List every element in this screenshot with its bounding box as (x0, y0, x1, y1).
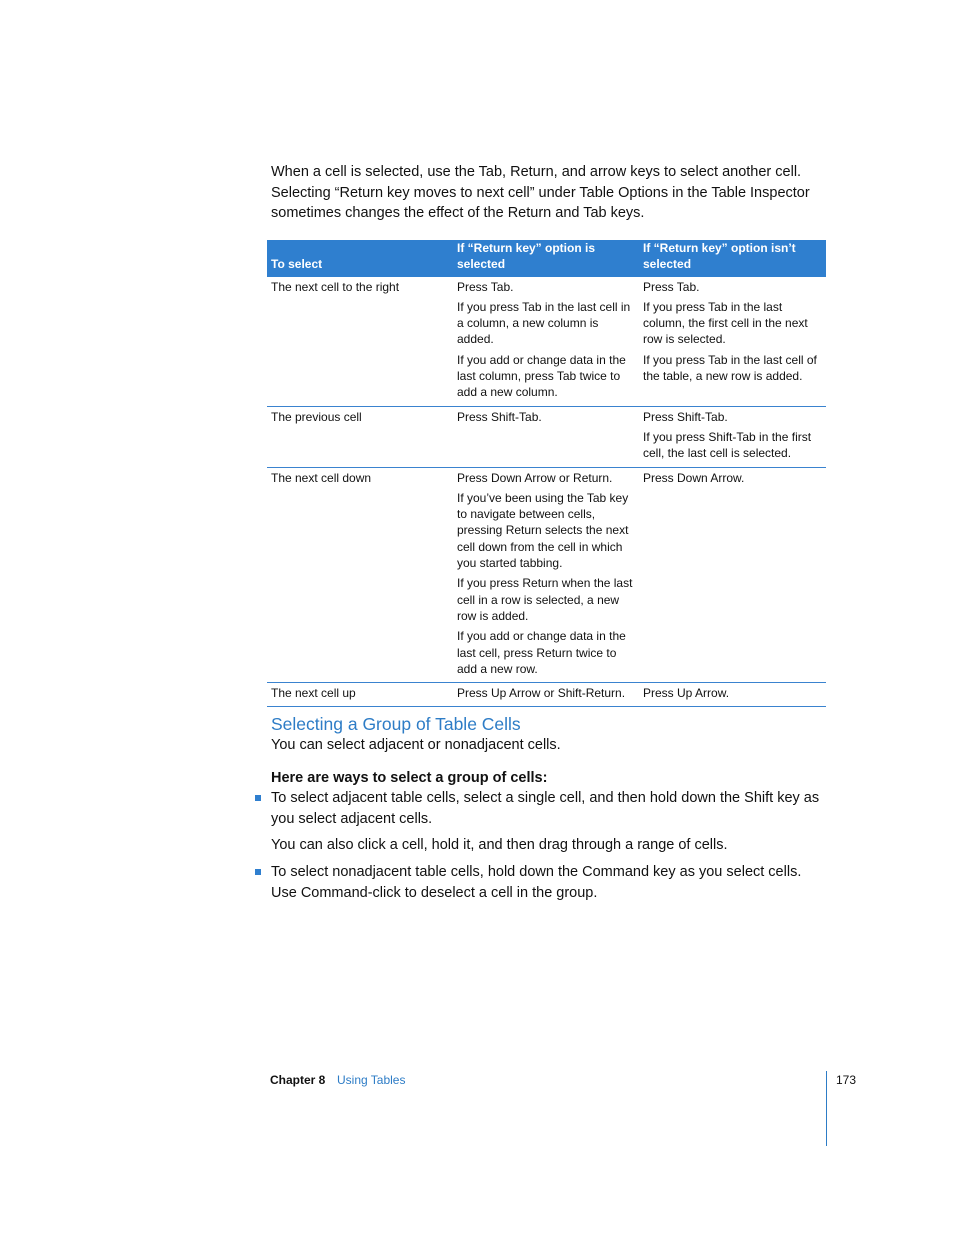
cell-text: If you press Shift-Tab in the first cell, the last cell is selected. (643, 429, 812, 461)
cell-text: If you press Tab in the last cell of the table, a new row is added. (643, 352, 817, 384)
square-bullet-icon (255, 869, 261, 875)
cell-text: If you press Tab in the last cell in a column, a new column is added. (457, 299, 631, 347)
row-label: The previous cell (267, 406, 453, 467)
cell-text: Press Shift-Tab. (457, 409, 542, 424)
row-label: The next cell up (267, 683, 453, 707)
selected-cell (453, 683, 639, 707)
square-bullet-icon (255, 795, 261, 801)
cell-text: If you press Tab in the last column, the first cell in the next row is selected. (643, 299, 808, 347)
cell-text: Press Tab. (457, 279, 514, 294)
bullet-list (271, 788, 831, 910)
cell-text: Press Up Arrow. (643, 686, 730, 701)
table-row (267, 683, 826, 707)
navigation-keys-table (267, 240, 826, 707)
header-option-selected: If “Return key” option is selected (453, 240, 639, 277)
table-row (267, 277, 826, 407)
footer-chapter-label: Chapter 8 (270, 1073, 326, 1087)
cell-text: Press Shift-Tab. (643, 409, 728, 424)
selected-cell (453, 406, 639, 467)
table-row (267, 406, 826, 467)
footer-chapter-title: Using Tables (337, 1073, 406, 1087)
list-item (271, 862, 831, 903)
row-label: The next cell to the right (267, 277, 453, 407)
intro-paragraph: When a cell is selected, use the Tab, Return, and arrow keys to select another cell. Selecting “Return key moves to next cell” under Table Options in the Table Inspector sometimes changes the effect of the Return and Tab keys. (271, 164, 810, 222)
table-row (267, 467, 826, 683)
not-selected-cell (639, 406, 826, 467)
cell-text: If you add or change data in the last cell, press Return twice to add a new row. (457, 629, 626, 676)
header-option-not-selected: If “Return key” option isn’t selected (639, 240, 826, 277)
footer-divider (826, 1071, 827, 1146)
row-label: The next cell down (267, 467, 453, 683)
not-selected-cell (639, 467, 826, 683)
bullet-text: To select nonadjacent table cells, hold down the Command key as you select cells. Use Command-click to deselect a cell in the group. (271, 864, 802, 901)
cell-text: If you add or change data in the last column, press Tab twice to add a new column. (457, 352, 626, 400)
section-intro: You can select adjacent or nonadjacent cells. (271, 737, 561, 753)
cell-text: If you press Return when the last cell in a row is selected, a new row is added. (457, 576, 633, 623)
section-heading: Selecting a Group of Table Cells (271, 714, 521, 734)
bullet-followup: You can also click a cell, hold it, and then drag through a range of cells. (271, 837, 728, 854)
list-item (271, 788, 831, 856)
header-to-select: To select (267, 240, 453, 277)
cell-text: Press Down Arrow. (643, 470, 745, 485)
page-number: 173 (836, 1073, 857, 1087)
cell-text: If you’ve been using the Tab key to navigate between cells, pressing Return selects the next cell down from the cell in which you started tabbing. (457, 490, 629, 571)
selected-cell (453, 277, 639, 407)
table-header-row (267, 240, 826, 277)
selected-cell (453, 467, 639, 683)
not-selected-cell (639, 683, 826, 707)
list-heading: Here are ways to select a group of cells: (271, 770, 548, 786)
cell-text: Press Up Arrow or Shift-Return. (457, 686, 626, 701)
not-selected-cell (639, 277, 826, 407)
cell-text: Press Tab. (643, 279, 700, 294)
bullet-text: To select adjacent table cells, select a single cell, and then hold down the Shift key as you select adjacent cells. (271, 790, 820, 827)
cell-text: Press Down Arrow or Return. (457, 470, 613, 485)
